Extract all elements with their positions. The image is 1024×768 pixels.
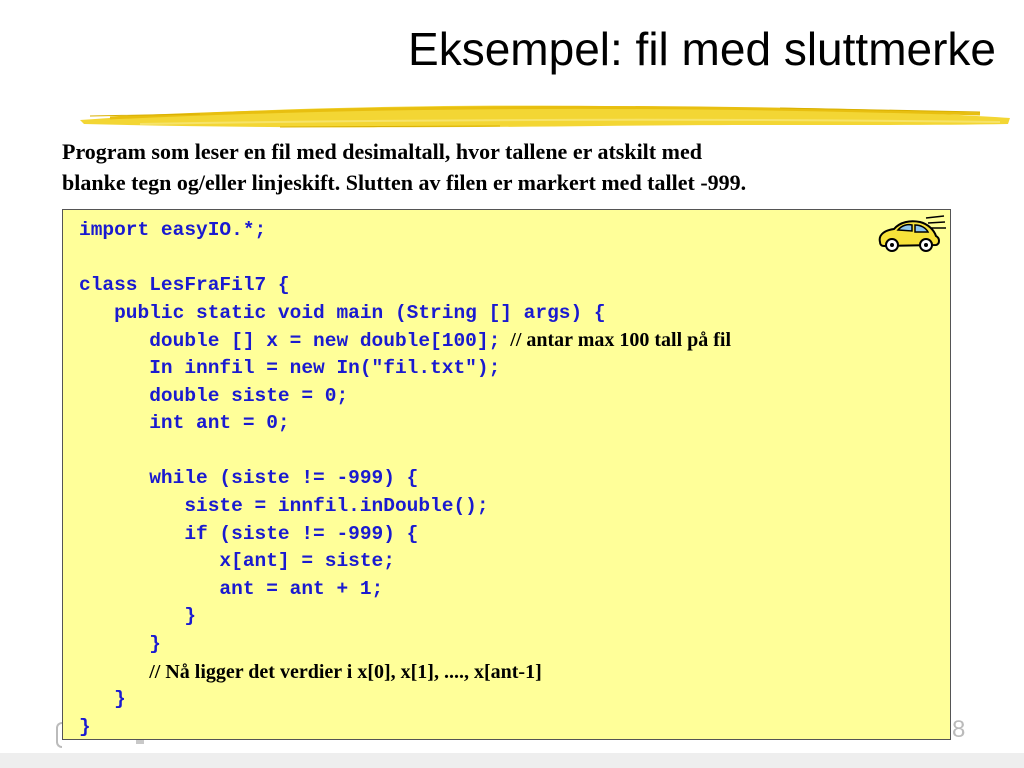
code-text (79, 662, 149, 684)
code-line (79, 634, 161, 654)
code-text: class LesFraFil7 { (79, 274, 290, 297)
code-comment: // antar max 100 tall på fil (500, 329, 732, 352)
code-line (79, 579, 383, 599)
code-line (79, 662, 542, 683)
slide-title: Eksempel: fil med sluttmerke (408, 23, 996, 75)
code-line (79, 717, 91, 737)
code-comment: // Nå ligger det verdier i x[0], x[1], ...., x[ant-1] (149, 660, 542, 683)
code-line (79, 413, 290, 433)
code-text: import easyIO.*; (79, 219, 267, 241)
code-text: } (79, 633, 161, 655)
code-text: } (79, 605, 197, 628)
intro-text (62, 136, 992, 198)
code-line (79, 386, 348, 406)
footer-decoration (56, 722, 62, 748)
code-text: } (79, 715, 91, 738)
code-text: x[ant] = siste; (79, 550, 395, 573)
footer-mark (136, 740, 144, 744)
code-text: while (siste != -999) { (79, 467, 419, 490)
intro-line-2: blanke tegn og/eller linjeskift. Slutten av filen er markert med tallet -999. (62, 170, 747, 195)
code-line (79, 468, 418, 488)
code-line (79, 275, 290, 295)
code-box (62, 209, 951, 740)
car-icon (874, 214, 946, 252)
code-text: In innfil = new In("fil.txt"); (79, 357, 501, 379)
code-line (79, 524, 418, 544)
code-line (79, 606, 196, 626)
code-text: double [] x = new double[100]; (79, 330, 501, 353)
code-text: siste = innfil.inDouble(); (79, 495, 489, 517)
code-text: ant = ant + 1; (79, 577, 384, 600)
code-text: int ant = 0; (79, 412, 290, 435)
code-line (79, 358, 500, 378)
yellow-brush-stroke (80, 94, 1010, 138)
code-line (79, 330, 731, 351)
code-text: double siste = 0; (79, 384, 349, 407)
code-text: if (siste != -999) { (79, 522, 419, 545)
slide-number: 8 (952, 716, 966, 743)
code-text: public static void main (String [] args) { (79, 301, 606, 324)
code-line (79, 551, 395, 571)
code-line (79, 496, 489, 516)
intro-line-1: Program som leser en fil med desimaltall, hvor tallene er atskilt med (62, 139, 702, 164)
code-line (79, 303, 606, 323)
code-line (79, 220, 266, 240)
code-text: } (79, 688, 126, 711)
bottom-band (0, 753, 1024, 768)
code-line (79, 689, 126, 709)
